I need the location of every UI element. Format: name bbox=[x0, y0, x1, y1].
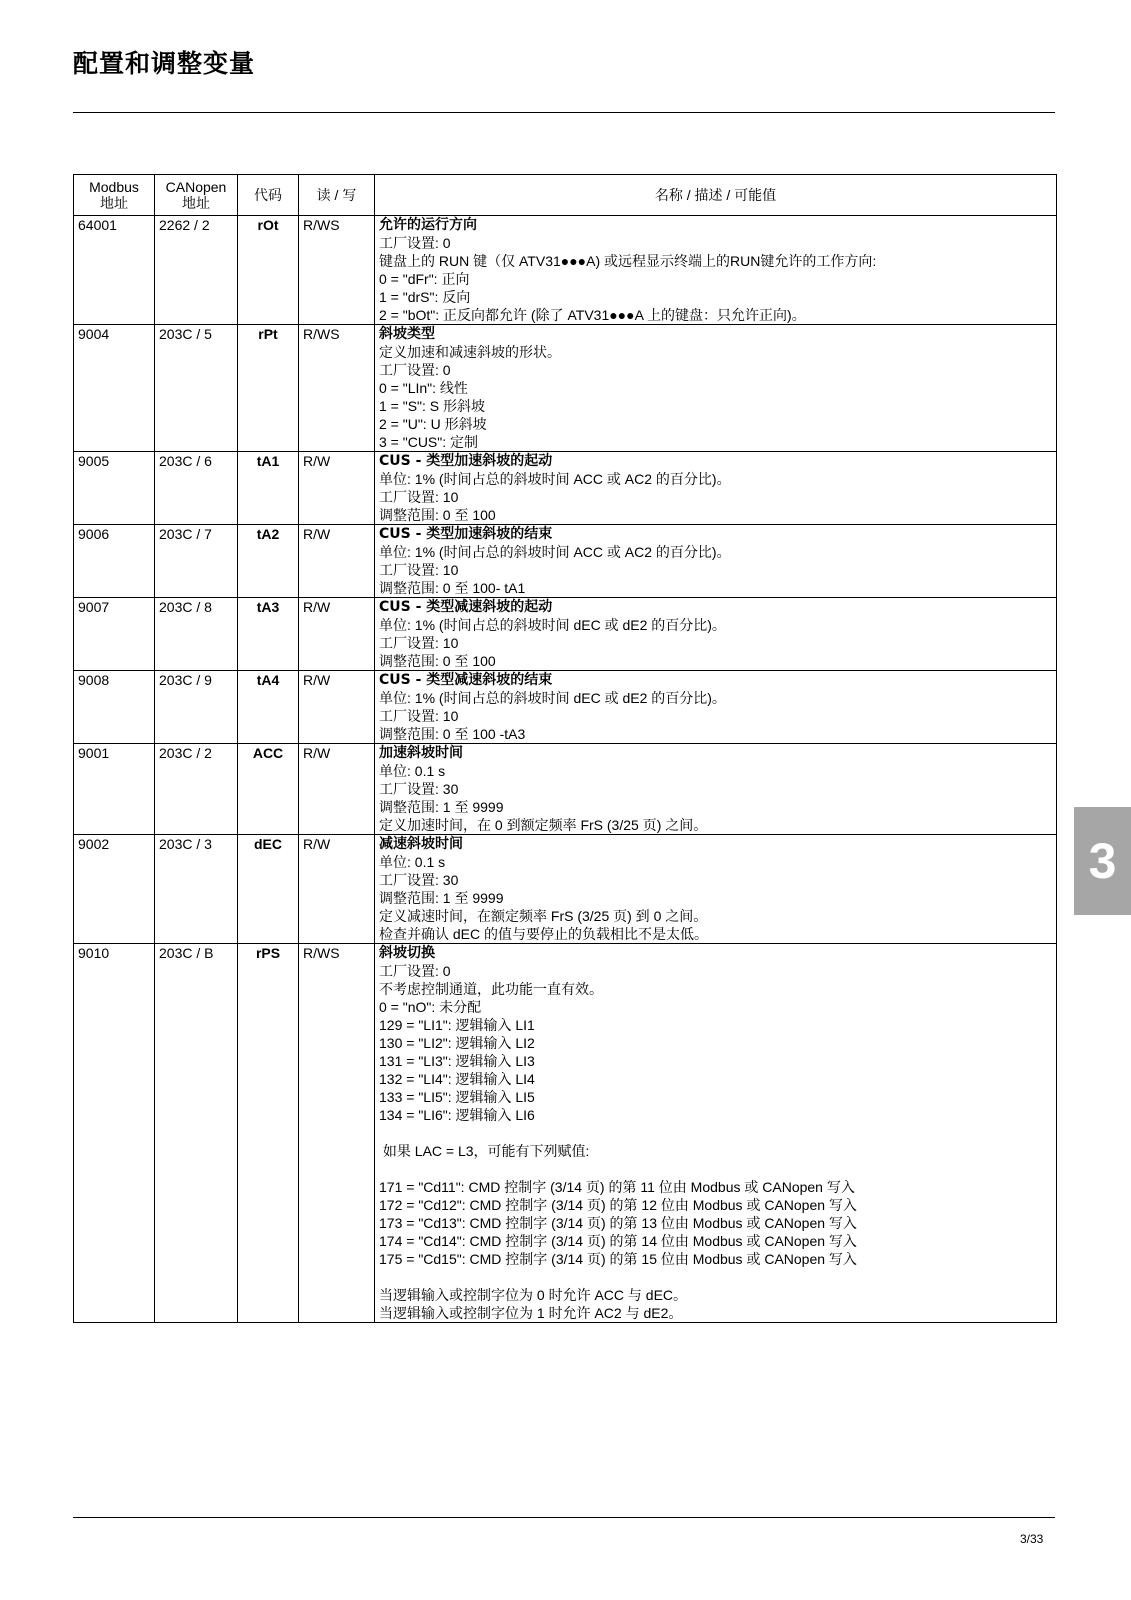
description-line: 工厂设置: 0 bbox=[379, 963, 451, 979]
table-row bbox=[74, 325, 1057, 452]
table-row bbox=[74, 525, 1057, 598]
modbus-address-cell: 9008 bbox=[74, 671, 155, 744]
description-cell bbox=[375, 671, 1057, 744]
description-line: 工厂设置: 30 bbox=[379, 872, 459, 888]
description-line: 工厂设置: 0 bbox=[379, 362, 451, 378]
modbus-address-cell: 9004 bbox=[74, 325, 155, 452]
description-line: 调整范围: 0 至 100 bbox=[379, 653, 496, 669]
description-line: 172 = "Cd12": CMD 控制字 (3/14 页) 的第 12 位由 Modbus 或 CANopen 写入 bbox=[379, 1197, 857, 1213]
modbus-address-cell: 9010 bbox=[74, 944, 155, 1323]
parameter-title: CUS - 类型加速斜坡的结束 bbox=[379, 526, 553, 542]
table-row bbox=[74, 835, 1057, 944]
canopen-address-cell: 203C / 9 bbox=[155, 671, 238, 744]
description-line: 定义加速和减速斜坡的形状。 bbox=[379, 344, 561, 360]
description-line: 调整范围: 0 至 100 bbox=[379, 507, 496, 523]
description-line: 不考虑控制通道，此功能一直有效。 bbox=[379, 981, 603, 997]
header-canopen-line2: 地址 bbox=[182, 195, 210, 211]
description-line: 工厂设置: 10 bbox=[379, 708, 459, 724]
description-line: 131 = "LI3": 逻辑输入 LI3 bbox=[379, 1053, 535, 1069]
parameter-title: 斜坡切换 bbox=[379, 945, 435, 961]
header-modbus bbox=[74, 175, 155, 216]
rw-cell: R/WS bbox=[299, 216, 375, 325]
description-cell bbox=[375, 744, 1057, 835]
description-line: 定义减速时间，在额定频率 FrS (3/25 页) 到 0 之间。 bbox=[379, 908, 708, 924]
page-title: 配置和调整变量 bbox=[73, 49, 256, 78]
rw-cell: R/WS bbox=[299, 944, 375, 1323]
description-line: 单位: 1% (时间占总的斜坡时间 ACC 或 AC2 的百分比)。 bbox=[379, 544, 731, 560]
parameter-title: CUS - 类型减速斜坡的起动 bbox=[379, 599, 553, 615]
description-cell bbox=[375, 525, 1057, 598]
modbus-address-cell: 9005 bbox=[74, 452, 155, 525]
description-line: 单位: 1% (时间占总的斜坡时间 ACC 或 AC2 的百分比)。 bbox=[379, 471, 731, 487]
description-cell bbox=[375, 598, 1057, 671]
description-cell bbox=[375, 835, 1057, 944]
description-line: 检查并确认 dEC 的值与要停止的负载相比不是太低。 bbox=[379, 926, 709, 942]
table-body bbox=[74, 216, 1057, 1323]
description-line bbox=[379, 1268, 1052, 1286]
description-line: 3 = "CUS": 定制 bbox=[379, 434, 479, 450]
description-line: 当逻辑输入或控制字位为 1 时允许 AC2 与 dE2。 bbox=[379, 1305, 683, 1321]
page-number: 3/33 bbox=[1020, 1532, 1044, 1546]
canopen-address-cell: 203C / 3 bbox=[155, 835, 238, 944]
description-line: 如果 LAC = L3，可能有下列赋值: bbox=[379, 1143, 590, 1159]
rw-cell: R/W bbox=[299, 835, 375, 944]
modbus-address-cell: 9001 bbox=[74, 744, 155, 835]
rw-cell: R/WS bbox=[299, 325, 375, 452]
description-line: 工厂设置: 10 bbox=[379, 489, 459, 505]
header-description: 名称 / 描述 / 可能值 bbox=[375, 175, 1057, 216]
description-line: 171 = "Cd11": CMD 控制字 (3/14 页) 的第 11 位由 Modbus 或 CANopen 写入 bbox=[379, 1179, 855, 1195]
description-line: 134 = "LI6": 逻辑输入 LI6 bbox=[379, 1107, 535, 1123]
rw-cell: R/W bbox=[299, 744, 375, 835]
description-line: 1 = "S": S 形斜坡 bbox=[379, 398, 486, 414]
description-line: 132 = "LI4": 逻辑输入 LI4 bbox=[379, 1071, 535, 1087]
description-line: 174 = "Cd14": CMD 控制字 (3/14 页) 的第 14 位由 Modbus 或 CANopen 写入 bbox=[379, 1233, 857, 1249]
canopen-address-cell: 203C / 8 bbox=[155, 598, 238, 671]
header-rw: 读 / 写 bbox=[299, 175, 375, 216]
table-header-row bbox=[74, 175, 1057, 216]
description-line: 2 = "bOt": 正反向都允许 (除了 ATV31●●●A 上的键盘：只允许正向)。 bbox=[379, 307, 806, 323]
description-cell bbox=[375, 452, 1057, 525]
description-line: 单位: 0.1 s bbox=[379, 763, 446, 779]
table-row bbox=[74, 452, 1057, 525]
description-line: 当逻辑输入或控制字位为 0 时允许 ACC 与 dEC。 bbox=[379, 1287, 688, 1303]
rw-cell: R/W bbox=[299, 598, 375, 671]
description-cell bbox=[375, 944, 1057, 1323]
code-cell: tA4 bbox=[238, 671, 299, 744]
canopen-address-cell: 203C / 6 bbox=[155, 452, 238, 525]
code-cell: tA1 bbox=[238, 452, 299, 525]
description-line: 129 = "LI1": 逻辑输入 LI1 bbox=[379, 1017, 535, 1033]
header-divider bbox=[73, 112, 1055, 113]
description-line: 0 = "LIn": 线性 bbox=[379, 380, 468, 396]
rw-cell: R/W bbox=[299, 525, 375, 598]
description-line: 2 = "U": U 形斜坡 bbox=[379, 416, 487, 432]
modbus-address-cell: 9007 bbox=[74, 598, 155, 671]
description-line: 单位: 0.1 s bbox=[379, 854, 446, 870]
parameter-title: 允许的运行方向 bbox=[379, 217, 477, 233]
description-line: 0 = "nO": 未分配 bbox=[379, 999, 482, 1015]
description-line bbox=[379, 1124, 1052, 1142]
chapter-tab: 3 bbox=[1074, 807, 1131, 915]
code-cell: rPt bbox=[238, 325, 299, 452]
description-line: 工厂设置: 30 bbox=[379, 781, 459, 797]
modbus-address-cell: 9002 bbox=[74, 835, 155, 944]
description-line: 单位: 1% (时间占总的斜坡时间 dEC 或 dE2 的百分比)。 bbox=[379, 690, 726, 706]
table-row bbox=[74, 216, 1057, 325]
description-line: 工厂设置: 10 bbox=[379, 562, 459, 578]
description-cell bbox=[375, 325, 1057, 452]
modbus-address-cell: 9006 bbox=[74, 525, 155, 598]
table-row bbox=[74, 944, 1057, 1323]
header-canopen-line1: CANopen bbox=[165, 179, 227, 195]
description-line: 调整范围: 0 至 100 -tA3 bbox=[379, 726, 526, 742]
description-line: 调整范围: 1 至 9999 bbox=[379, 799, 504, 815]
description-line: 调整范围: 0 至 100- tA1 bbox=[379, 580, 526, 596]
description-line: 133 = "LI5": 逻辑输入 LI5 bbox=[379, 1089, 535, 1105]
header-modbus-line2: 地址 bbox=[100, 195, 128, 211]
code-cell: tA3 bbox=[238, 598, 299, 671]
description-line: 173 = "Cd13": CMD 控制字 (3/14 页) 的第 13 位由 Modbus 或 CANopen 写入 bbox=[379, 1215, 857, 1231]
canopen-address-cell: 203C / B bbox=[155, 944, 238, 1323]
description-line: 定义加速时间，在 0 到额定频率 FrS (3/25 页) 之间。 bbox=[379, 817, 708, 833]
parameter-title: CUS - 类型减速斜坡的结束 bbox=[379, 672, 553, 688]
code-cell: ACC bbox=[238, 744, 299, 835]
canopen-address-cell: 203C / 7 bbox=[155, 525, 238, 598]
footer-divider bbox=[73, 1517, 1055, 1518]
canopen-address-cell: 203C / 5 bbox=[155, 325, 238, 452]
parameter-title: 加速斜坡时间 bbox=[379, 745, 463, 761]
table-row bbox=[74, 598, 1057, 671]
description-cell bbox=[375, 216, 1057, 325]
description-line: 175 = "Cd15": CMD 控制字 (3/14 页) 的第 15 位由 Modbus 或 CANopen 写入 bbox=[379, 1251, 857, 1267]
modbus-address-cell: 64001 bbox=[74, 216, 155, 325]
table-row bbox=[74, 744, 1057, 835]
parameter-title: CUS - 类型加速斜坡的起动 bbox=[379, 453, 553, 469]
code-cell: rPS bbox=[238, 944, 299, 1323]
description-line: 键盘上的 RUN 键（仅 ATV31●●●A) 或远程显示终端上的RUN键允许的工作方向: bbox=[379, 253, 877, 269]
description-line: 工厂设置: 10 bbox=[379, 635, 459, 651]
header-modbus-line1: Modbus bbox=[89, 179, 139, 195]
canopen-address-cell: 203C / 2 bbox=[155, 744, 238, 835]
rw-cell: R/W bbox=[299, 671, 375, 744]
parameter-table bbox=[73, 174, 1057, 1323]
code-cell: rOt bbox=[238, 216, 299, 325]
header-canopen bbox=[155, 175, 238, 216]
table-row bbox=[74, 671, 1057, 744]
description-line: 130 = "LI2": 逻辑输入 LI2 bbox=[379, 1035, 535, 1051]
description-line: 1 = "drS": 反向 bbox=[379, 289, 471, 305]
rw-cell: R/W bbox=[299, 452, 375, 525]
parameter-title: 减速斜坡时间 bbox=[379, 836, 463, 852]
code-cell: dEC bbox=[238, 835, 299, 944]
code-cell: tA2 bbox=[238, 525, 299, 598]
canopen-address-cell: 2262 / 2 bbox=[155, 216, 238, 325]
description-line: 调整范围: 1 至 9999 bbox=[379, 890, 504, 906]
parameter-title: 斜坡类型 bbox=[379, 326, 435, 342]
description-line: 单位: 1% (时间占总的斜坡时间 dEC 或 dE2 的百分比)。 bbox=[379, 617, 726, 633]
description-line: 工厂设置: 0 bbox=[379, 235, 451, 251]
description-line bbox=[379, 1160, 1052, 1178]
description-line: 0 = "dFr": 正向 bbox=[379, 271, 470, 287]
header-code: 代码 bbox=[238, 175, 299, 216]
